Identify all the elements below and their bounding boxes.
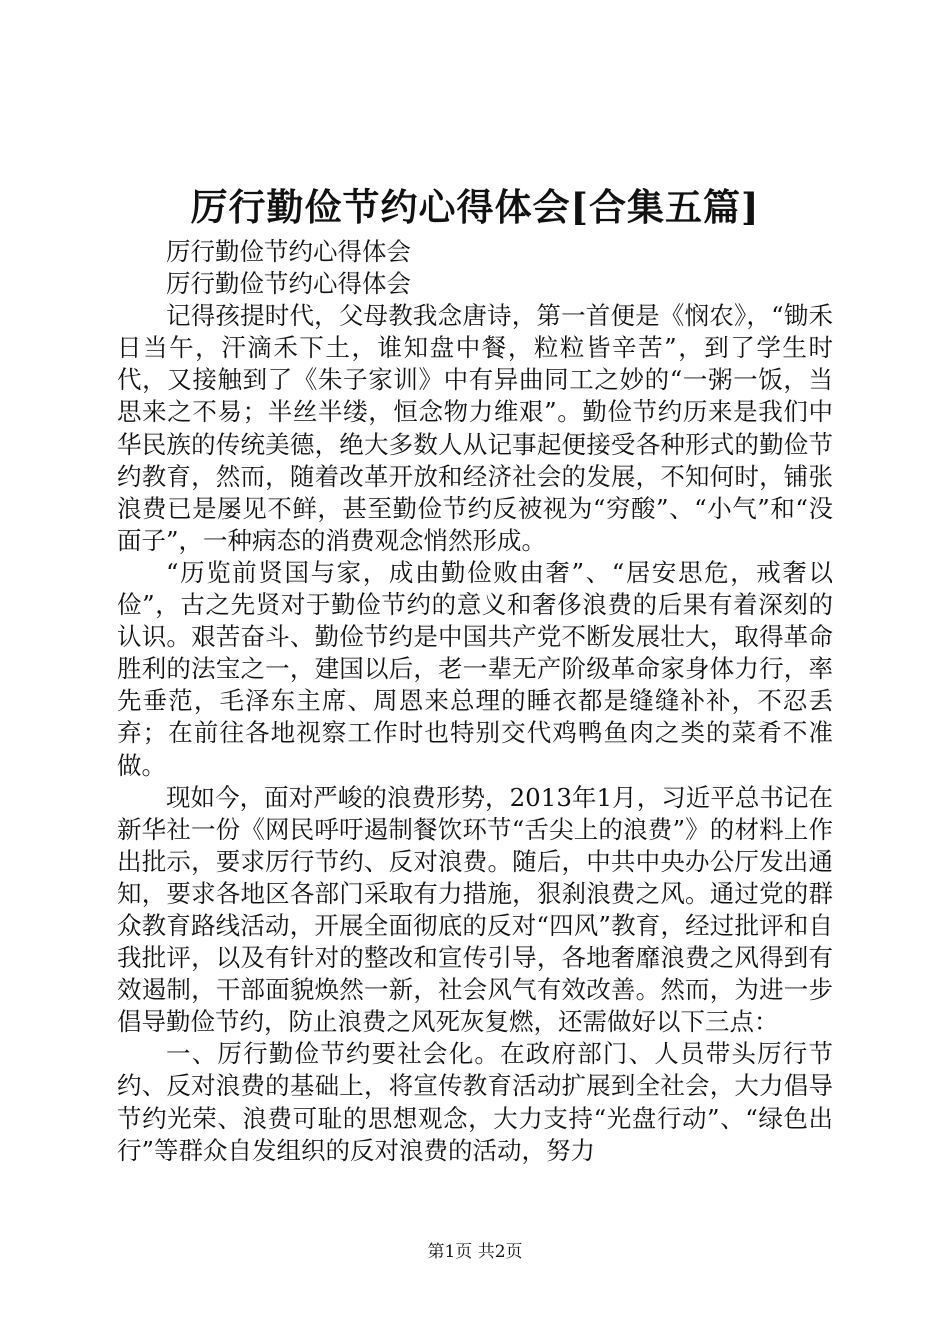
body-paragraph: 一、厉行勤俭节约要社会化。在政府部门、人员带头厉行节约、反对浪费的基础上，将宣传教育活动扩展到全社会，大力倡导节约光荣、浪费可耻的思想观念，大力支持“光盘行动”、“绿色出行”等群众自发组织的反对浪费的活动，努力 <box>117 1039 833 1165</box>
subtitle-line: 厉行勤俭节约心得体会 <box>166 269 411 299</box>
body-paragraph: 现如今，面对严峻的浪费形势，2013年1月，习近平总书记在新华社一份《网民呼吁遏制餐饮环节“舌尖上的浪费”》的材料上作出批示，要求厉行节约、反对浪费。随后，中共中央办公厅发出通知，要求各地区各部门采取有力措施，狠刹浪费之风。通过党的群众教育路线活动，开展全面彻底的反对“四风”教育，经过批评和自我批评，以及有针对的整改和宣传引导，各地奢靡浪费之风得到有效遏制，干部面貌焕然一新，社会风气有效改善。然而，为进一步倡导勤俭节约，防止浪费之风死灰复燃，还需做好以下三点： <box>117 782 833 1037</box>
document-title: 厉行勤俭节约心得体会[合集五篇] <box>190 185 760 229</box>
subtitle-line: 厉行勤俭节约心得体会 <box>166 237 411 266</box>
page-footer: 第1页 共2页 <box>427 1242 523 1262</box>
document-body <box>117 236 833 1167</box>
body-paragraph: 记得孩提时代，父母教我念唐诗，第一首便是《悯农》，“锄禾日当午，汗滴禾下土，谁知盘中餐，粒粒皆辛苦”，到了学生时代，又接触到了《朱子家训》中有异曲同工之妙的“一粥一饭，当思来之不易；半丝半缕，恒念物力维艰”。勤俭节约历来是我们中华民族的传统美德，绝大多数人从记事起便接受各种形式的勤俭节约教育，然而，随着改革开放和经济社会的发展，不知何时，铺张浪费已是屡见不鲜，甚至勤俭节约反被视为“穷酸”、“小气”和“没面子”，一种病态的消费观念悄然形成。 <box>117 301 833 555</box>
body-paragraph: “历览前贤国与家，成由勤俭败由奢”、“居安思危，戒奢以俭”，古之先贤对于勤俭节约的意义和奢侈浪费的后果有着深刻的认识。艰苦奋斗、勤俭节约是中国共产党不断发展壮大，取得革命胜利的法宝之一，建国以后，老一辈无产阶级革命家身体力行，率先垂范，毛泽东主席、周恩来总理的睡衣都是缝缝补补，不忍丢弃；在前往各地视察工作时也特别交代鸡鸭鱼肉之类的菜肴不准做。 <box>117 557 833 780</box>
